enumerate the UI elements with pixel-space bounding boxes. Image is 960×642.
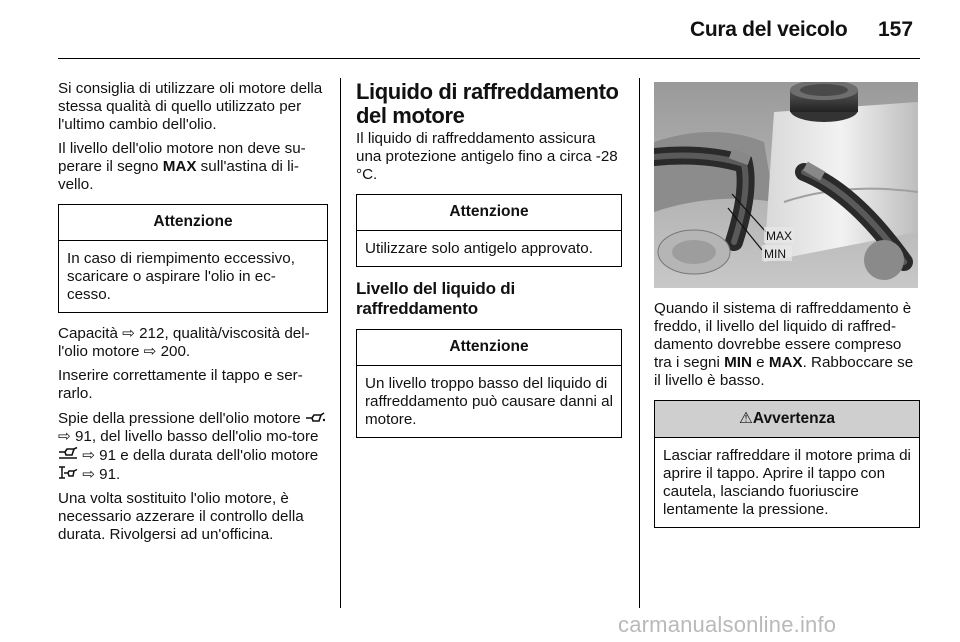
caution-box bbox=[356, 329, 622, 438]
paragraph: Il livello dell'olio motore non deve su-perare il segno MAX sull'astina di li-vello. bbox=[58, 140, 306, 193]
warning-box bbox=[654, 400, 920, 528]
column-divider-1 bbox=[340, 78, 341, 608]
paragraph: Una volta sostituito l'olio motore, è necessario azzerare il controllo della durata. Rivolgersi ad un'officina. bbox=[58, 490, 304, 543]
subsection-heading: Livello del liquido di raffreddamento bbox=[356, 279, 515, 318]
section-heading: Liquido di raffreddamento del motore bbox=[356, 79, 619, 128]
column-2 bbox=[356, 80, 622, 450]
max-label: MAX bbox=[766, 229, 793, 243]
warning-box-text: Lasciar raffreddare il motore prima di aprire il tappo. Aprire il tappo con cautela, lasciando fuoriuscire lentamente la pressione. bbox=[663, 447, 911, 518]
max-mark-text: MAX bbox=[162, 158, 197, 175]
caution-box-title: Attenzione bbox=[357, 330, 621, 366]
caution-box-title: Attenzione bbox=[357, 195, 621, 231]
paragraph: Il liquido di raffreddamento assicura una protezione antigelo fino a circa -28 °C. bbox=[356, 130, 618, 183]
header-divider bbox=[58, 58, 920, 59]
caution-box bbox=[356, 194, 622, 267]
paragraph: Capacità ⇨ 212, qualità/viscosità del-l'olio motore ⇨ 200. bbox=[58, 325, 310, 360]
coolant-reservoir-photo bbox=[654, 82, 918, 288]
column-1 bbox=[58, 80, 328, 550]
watermark: carmanualsonline.info bbox=[618, 612, 837, 637]
paragraph: Si consiglia di utilizzare oli motore della stessa qualità di quello utilizzato per l'ultimo cambio dell'olio. bbox=[58, 80, 323, 133]
min-label: MIN bbox=[764, 247, 786, 261]
page-number: 157 bbox=[878, 18, 914, 41]
column-3 bbox=[654, 80, 920, 540]
oil-life-icon bbox=[58, 466, 78, 482]
column-divider-2 bbox=[639, 78, 640, 608]
caution-box-title: Attenzione bbox=[59, 205, 327, 241]
header-title: Cura del veicolo bbox=[690, 18, 848, 41]
caution-box bbox=[58, 204, 328, 313]
paragraph: Inserire correttamente il tappo e ser-rarlo. bbox=[58, 367, 303, 402]
oil-pressure-icon bbox=[305, 410, 325, 426]
caution-box-text: In caso di riempimento eccessivo, scaricare o aspirare l'olio in ec-cesso. bbox=[67, 250, 295, 303]
caution-box-text: Utilizzare solo antigelo approvato. bbox=[365, 240, 593, 257]
oil-level-icon bbox=[58, 447, 78, 463]
paragraph: Spie della pressione dell'olio motore ⇨ 91, del livello basso dell'olio mo-tore ⇨ 91 e della durata dell'olio motore ⇨ 91. bbox=[58, 409, 328, 484]
paragraph: Quando il sistema di raffreddamento è freddo, il livello del liquido di raffred-damento dovrebbe essere compreso tra i segni MIN e MAX. Rabboccare se il livello è basso. bbox=[654, 300, 914, 389]
warning-triangle-icon: ⚠ bbox=[738, 410, 753, 427]
caution-box-text: Un livello troppo basso del liquido di raffreddamento può causare danni al motore. bbox=[365, 375, 613, 428]
warning-box-title: ⚠Avvertenza bbox=[655, 401, 919, 438]
